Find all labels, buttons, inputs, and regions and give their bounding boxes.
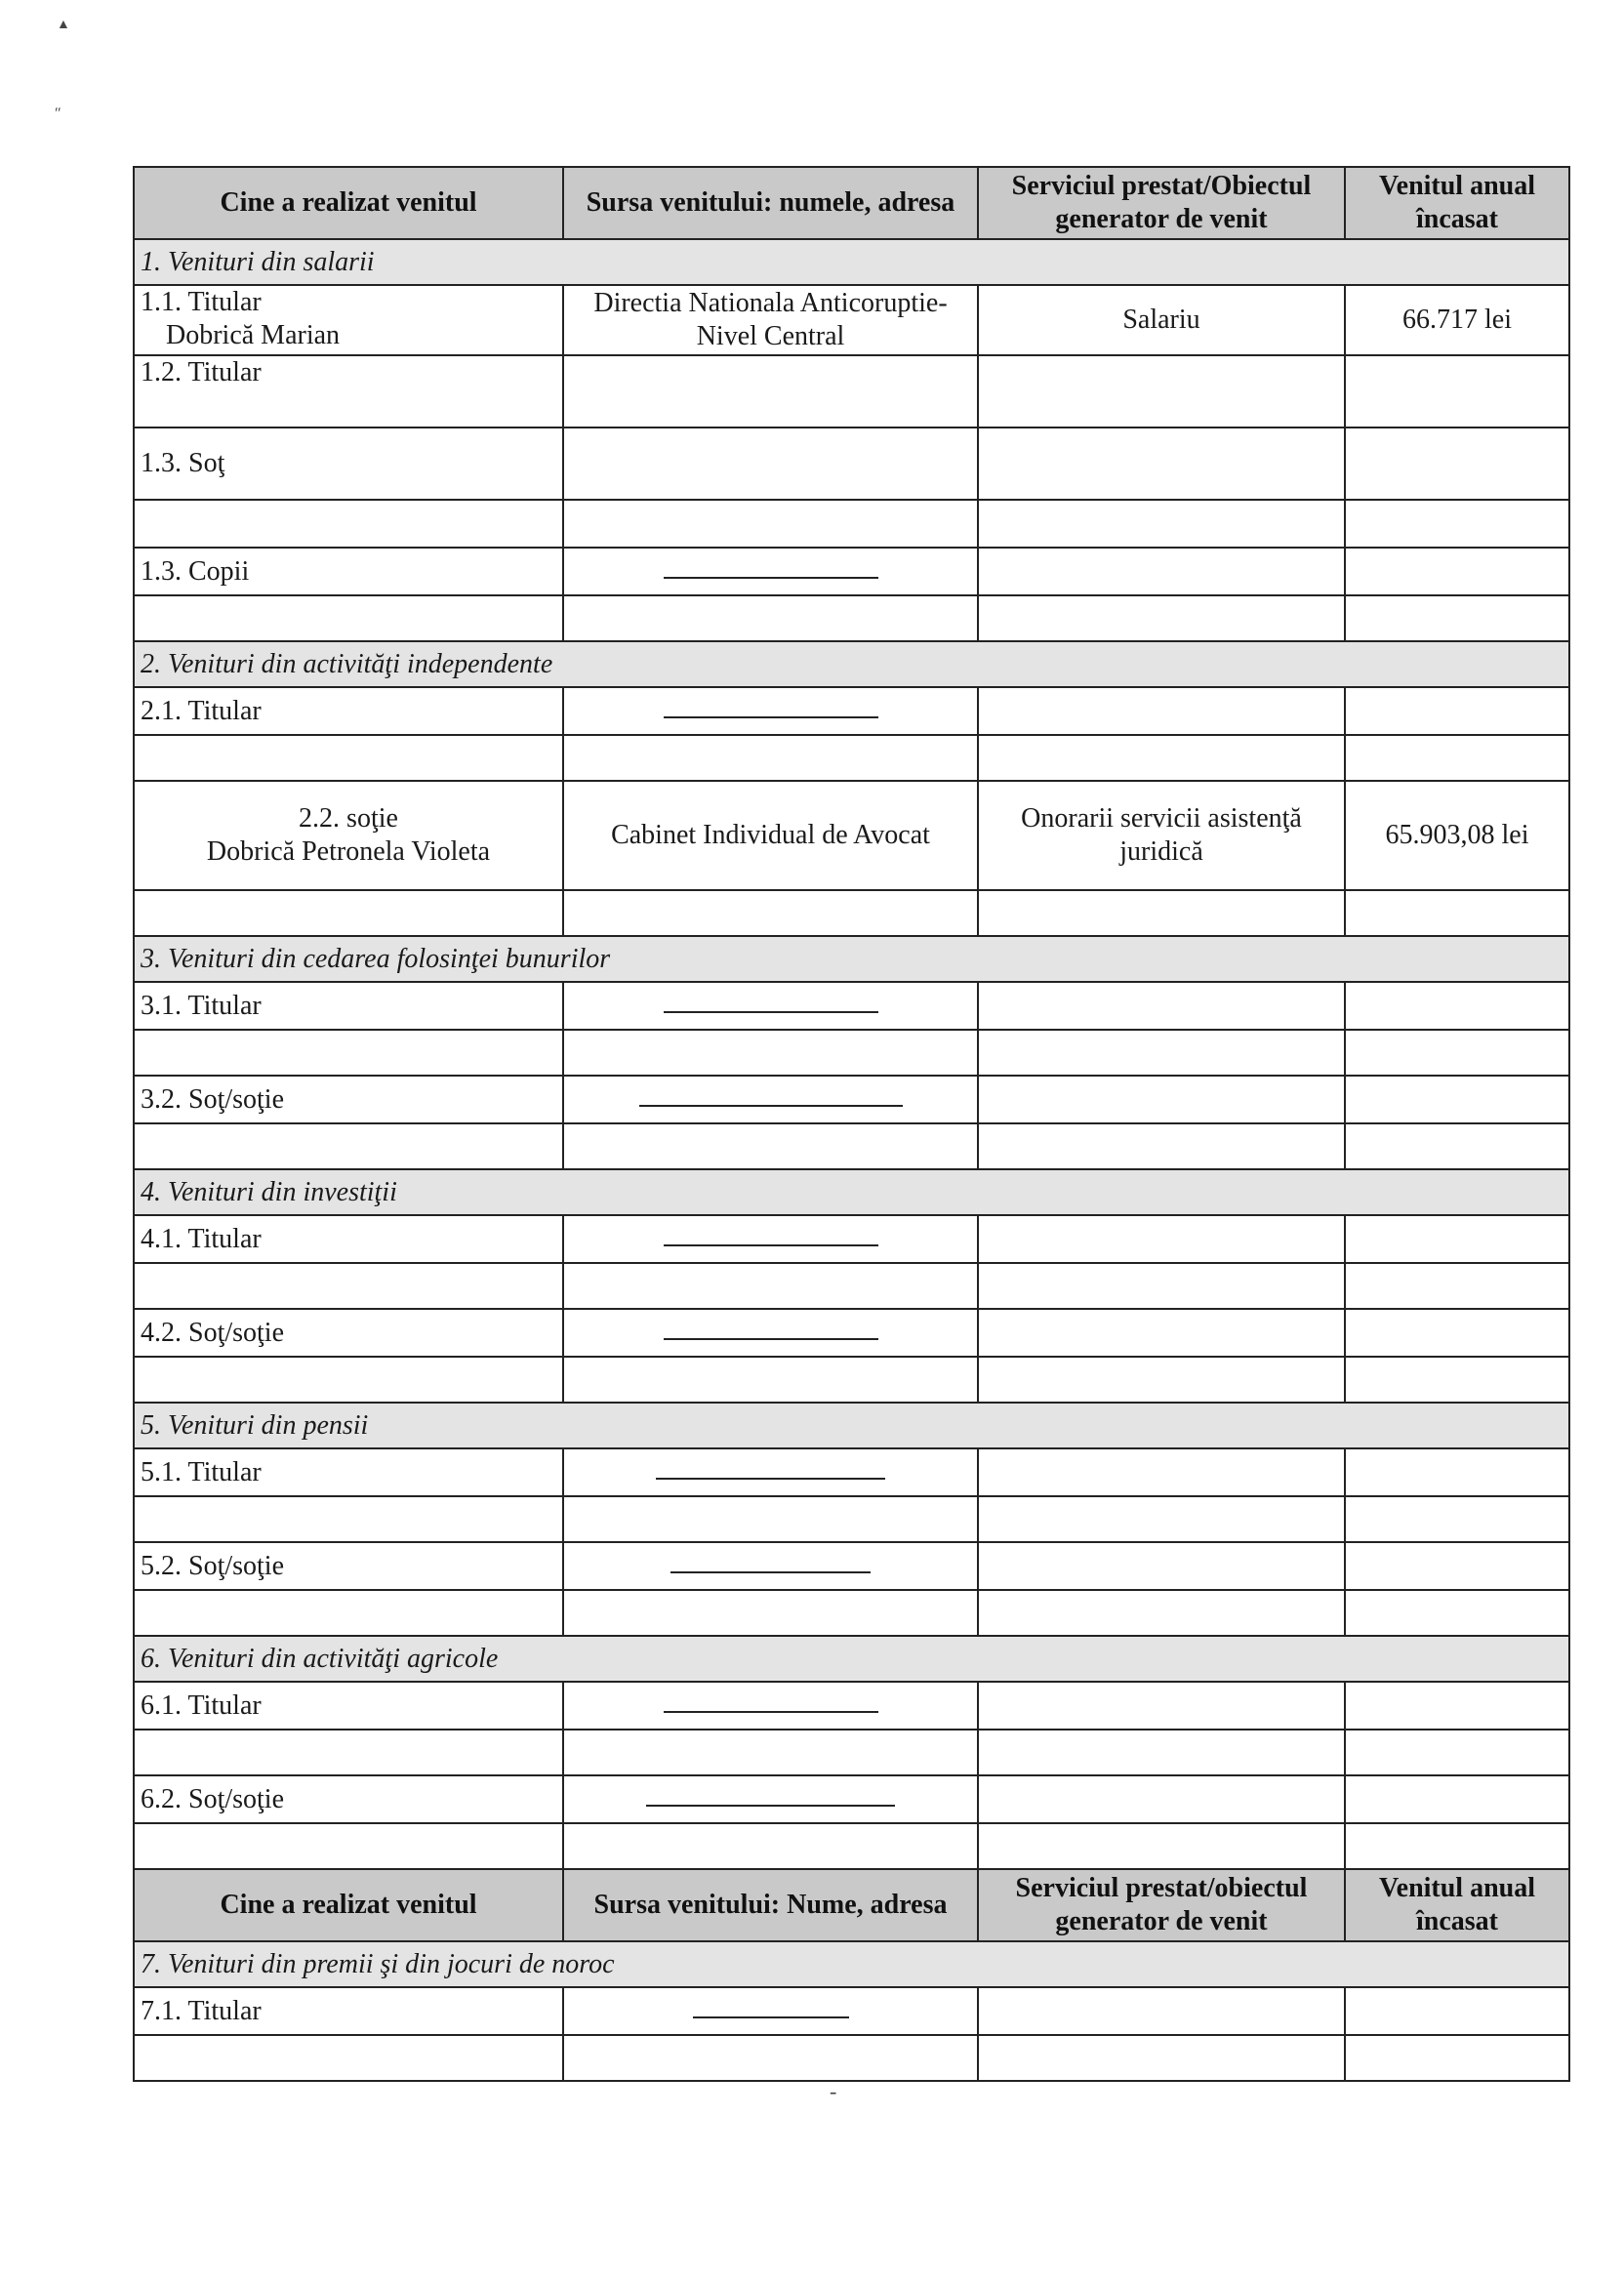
income-amount: 66.717 lei [1345,285,1569,355]
section-row [134,641,1569,687]
header-source: Sursa venitului: Nume, adresa [563,1869,978,1941]
income-service: Salariu [978,285,1345,355]
table-row [134,1215,1569,1263]
blank-line [664,707,878,718]
table-row [134,1496,1569,1542]
table-row [134,1076,1569,1123]
person-name: Dobrică Petronela Violeta [206,836,491,867]
table-header-row [134,167,1569,239]
blank-line-cell [563,1076,978,1123]
table-row [134,2035,1569,2081]
blank-line-cell [563,1542,978,1590]
header-source: Sursa venitului: numele, adresa [563,167,978,239]
row-label: 3.1. Titular [134,982,563,1030]
blank-line [646,1795,895,1807]
blank-line-cell [563,1987,978,2035]
section-title-investments: 4. Venituri din investiţii [134,1169,1569,1215]
table-row [134,982,1569,1030]
table-row [134,355,1569,428]
row-label: 6.2. Soţ/soţie [134,1775,563,1823]
table-header-row [134,1869,1569,1941]
table-row [134,1590,1569,1636]
row-label-cell [134,285,563,355]
row-label: 1.1. Titular [141,287,262,317]
income-service: Onorarii servicii asistenţă juridică [978,781,1345,890]
person-name: Dobrică Marian [166,320,341,350]
blank-line-cell [563,548,978,595]
table-row [134,781,1569,890]
section-row [134,1636,1569,1682]
row-label: 5.1. Titular [134,1448,563,1496]
header-service: Serviciul prestat/obiectul generator de venit [978,1869,1345,1941]
blank-line-cell [563,1775,978,1823]
table-row [134,1730,1569,1775]
blank-line-cell [563,1309,978,1357]
table-row [134,500,1569,548]
table-row [134,735,1569,781]
section-title-prizes: 7. Venituri din premii şi din jocuri de noroc [134,1941,1569,1987]
blank-line [639,1095,903,1107]
income-amount: 65.903,08 lei [1345,781,1569,890]
table-row [134,1263,1569,1309]
table-row [134,1775,1569,1823]
blank-line [664,1235,878,1246]
empty-cell [1345,355,1569,428]
row-label-cell [134,781,563,890]
blank-line [670,1562,871,1573]
row-label: 2.1. Titular [134,687,563,735]
table-row [134,1448,1569,1496]
table-row [134,1030,1569,1076]
header-income: Venitul anual încasat [1345,1869,1569,1941]
blank-line-cell [563,1448,978,1496]
section-row [134,1403,1569,1448]
scan-speck: ″ [55,105,61,122]
income-declaration-table [133,166,1570,2082]
blank-line [664,1328,878,1340]
header-service: Serviciul prestat/Obiectul generator de venit [978,167,1345,239]
blank-line [664,1701,878,1713]
empty-cell [978,428,1345,500]
empty-cell [978,355,1345,428]
row-label: 2.2. soţie [299,803,398,834]
section-row [134,1941,1569,1987]
section-row [134,239,1569,285]
income-source: Cabinet Individual de Avocat [563,781,978,890]
row-label: 1.3. Copii [134,548,563,595]
section-title-salaries: 1. Venituri din salarii [134,239,1569,285]
blank-line-cell [563,687,978,735]
blank-line [664,1001,878,1013]
empty-cell [563,428,978,500]
blank-line [656,1468,885,1480]
blank-line-cell [563,1682,978,1730]
section-title-pensions: 5. Venituri din pensii [134,1403,1569,1448]
blank-line [664,567,878,579]
row-label: 4.2. Soţ/soţie [134,1309,563,1357]
table-row [134,687,1569,735]
scan-speck: - [830,2079,837,2103]
section-title-independent: 2. Venituri din activităţi independente [134,641,1569,687]
section-row [134,936,1569,982]
table-row [134,285,1569,355]
header-income: Venitul anual încasat [1345,167,1569,239]
section-title-rent: 3. Venituri din cedarea folosinţei bunurilor [134,936,1569,982]
header-who: Cine a realizat venitul [134,1869,563,1941]
table-row [134,548,1569,595]
row-label: 7.1. Titular [134,1987,563,2035]
section-title-agriculture: 6. Venituri din activităţi agricole [134,1636,1569,1682]
income-source: Directia Nationala Anticoruptie- Nivel Central [563,285,978,355]
table-row [134,595,1569,641]
row-label: 3.2. Soţ/soţie [134,1076,563,1123]
blank-line-cell [563,982,978,1030]
table-row [134,1987,1569,2035]
row-label: 4.1. Titular [134,1215,563,1263]
header-who: Cine a realizat venitul [134,167,563,239]
table-row [134,890,1569,936]
empty-cell [1345,428,1569,500]
row-label: 6.1. Titular [134,1682,563,1730]
table-row [134,428,1569,500]
table-row [134,1682,1569,1730]
blank-line [693,2007,849,2018]
section-row [134,1169,1569,1215]
table-row [134,1542,1569,1590]
table-row [134,1123,1569,1169]
table-row [134,1823,1569,1869]
row-label: 1.2. Titular [134,355,563,428]
table-row [134,1309,1569,1357]
scan-speck: ▲ [57,18,70,32]
row-label: 5.2. Soţ/soţie [134,1542,563,1590]
blank-line-cell [563,1215,978,1263]
empty-cell [563,355,978,428]
row-label: 1.3. Soţ [134,428,563,500]
table-row [134,1357,1569,1403]
